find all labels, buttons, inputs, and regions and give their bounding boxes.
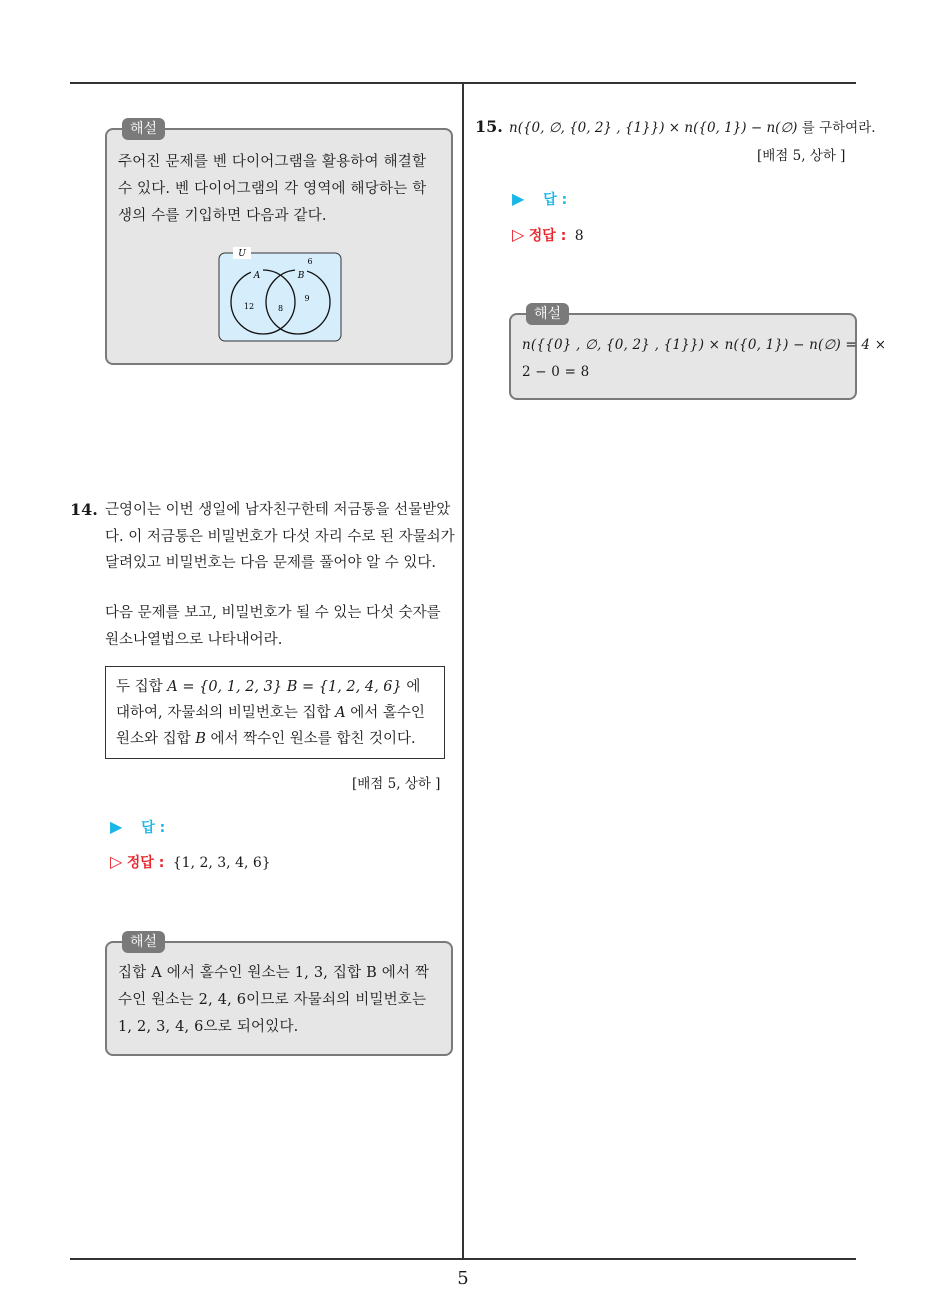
q15-answer-row	[512, 189, 567, 209]
q15-answer-label: 답 :	[543, 192, 568, 208]
venn-universe-label: U	[238, 249, 246, 259]
outline-triangle-icon: ▷	[110, 852, 123, 871]
q14-correct-label: 정답 :	[126, 855, 165, 871]
filled-triangle-icon: ▶	[512, 189, 525, 208]
q14-set-a-def: A = {0, 1, 2, 3}	[167, 679, 283, 695]
q14-text-paragraph-2: 다음 문제를 보고, 비밀번호가 될 수 있는 다섯 숫자를 원소나열법으로 나타내어라.	[105, 605, 441, 648]
q14-box-text-2: 에서 홀수인 원소와 집합	[116, 705, 425, 747]
venn-set-a-label: A	[253, 271, 261, 281]
q15-suffix: 를 구하여라.	[801, 120, 876, 136]
q15-explanation-line-1: n({{0} , ∅, {0, 2} , {1}}) × n({0, 1}) − n(∅) = 4 ×	[522, 337, 887, 353]
q13-explanation-tag: 해설	[122, 118, 165, 140]
page-number: 5	[457, 1268, 469, 1289]
q15-explanation-tag: 해설	[526, 303, 569, 325]
q15-expression: n({0, ∅, {0, 2} , {1}}) × n({0, 1}) − n(∅)	[509, 120, 798, 136]
q15-explanation-box	[509, 306, 887, 400]
q14-box-intro: 두 집합	[116, 679, 163, 695]
venn-outside-value: 6	[307, 257, 313, 266]
q15-number: 15.	[475, 117, 503, 136]
q14-explanation-tag: 해설	[122, 931, 165, 953]
q14-answer-label: 답 :	[141, 820, 166, 836]
q14-problem-box	[105, 666, 445, 759]
q14-answer-row	[110, 817, 165, 837]
q15-explanation-line-2: 2 − 0 = 8	[522, 364, 590, 380]
q14-correct-row	[110, 852, 271, 872]
venn-diagram	[218, 247, 344, 343]
q14-set-b-def: B = {1, 2, 4, 6}	[286, 679, 402, 695]
q15-score: [배점 5, 상하 ]	[757, 148, 846, 164]
outline-triangle-icon: ▷	[512, 225, 525, 244]
q15-correct-label: 정답 :	[528, 228, 567, 244]
q14-number: 14.	[70, 500, 98, 519]
venn-set-b-label: B	[297, 271, 305, 281]
q14-box-set-a: A	[335, 705, 346, 721]
q15-correct-row	[512, 225, 584, 245]
q15-explanation-text	[511, 315, 887, 394]
q14-explanation-text: 집합 A 에서 홀수인 원소는 1, 3, 집합 B 에서 짝수인 원소는 2, 4, 6이므로 자물쇠의 비밀번호는 1, 2, 3, 4, 6으로 되어있다.	[118, 965, 430, 1035]
footer-rule	[70, 1258, 856, 1260]
q15-correct-value: 8	[574, 228, 584, 244]
venn-only-a-value: 12	[243, 302, 255, 311]
filled-triangle-icon: ▶	[110, 817, 123, 836]
q14-explanation-box	[105, 934, 453, 1056]
q14-score: [배점 5, 상하 ]	[352, 776, 441, 792]
q14-box-text-3: 에서 짝수인 원소를 합친 것이다.	[210, 731, 416, 747]
venn-both-value: 8	[277, 304, 284, 313]
venn-only-b-value: 9	[304, 294, 310, 303]
q14-box-set-b: B	[195, 731, 206, 747]
column-divider	[462, 83, 464, 1259]
q14-correct-value: {1, 2, 3, 4, 6}	[172, 855, 271, 871]
q13-explanation-text: 주어진 문제를 벤 다이어그램을 활용하여 해결할 수 있다. 벤 다이어그램의 각 영역에 해당하는 학생의 수를 기입하면 다음과 같다.	[118, 154, 427, 224]
q14-text-paragraph-1: 근영이는 이번 생일에 남자친구한테 저금통을 선물받았다. 이 저금통은 비밀번호가 다섯 자리 수로 된 자물쇠가 달려있고 비밀번호는 다음 문제를 풀어야 알 수 있다.	[105, 502, 455, 571]
q15-question	[509, 115, 876, 142]
q14-box-text-1: 에 대하여, 자물쇠의 비밀번호는 집합	[116, 679, 421, 721]
q13-explanation-box	[105, 121, 453, 365]
